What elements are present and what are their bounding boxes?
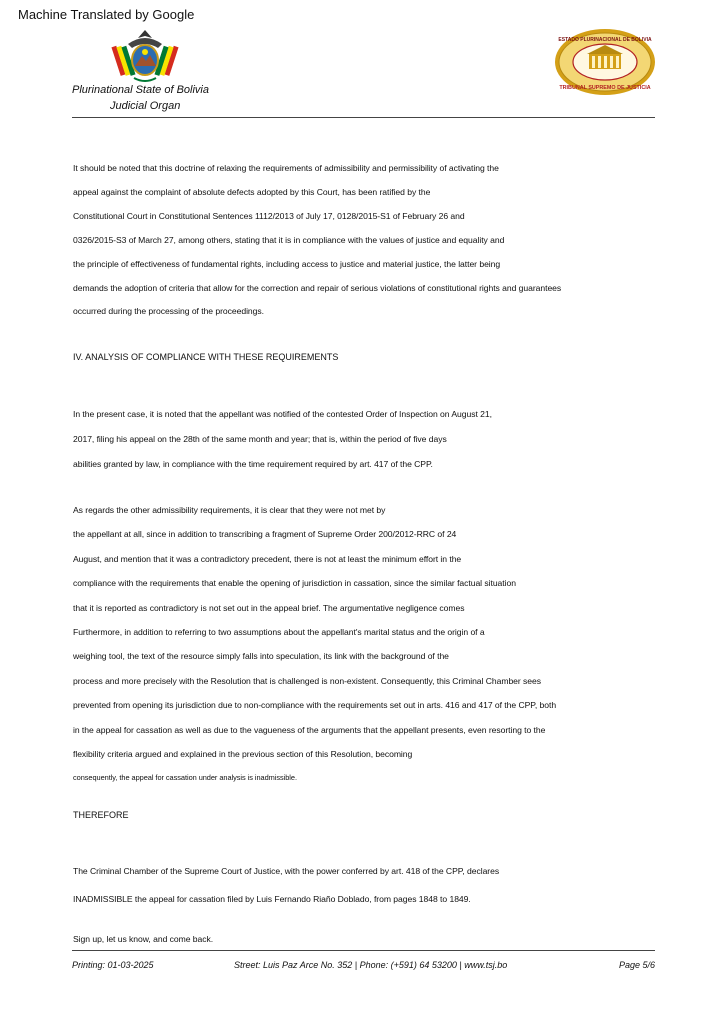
text-line: 0326/2015-S3 of March 27, among others, stating that it is in compliance with the values of justice and equality and <box>73 234 505 245</box>
text-line: flexibility criteria argued and explained in the previous section of this Resolution, becoming <box>73 749 413 760</box>
text-line: The Criminal Chamber of the Supreme Court of Justice, with the power conferred by art. 418 of the CPP, declares <box>73 866 500 876</box>
footer-divider <box>72 950 655 951</box>
header-organ-name: Judicial Organ <box>110 100 181 112</box>
text-line: demands the adoption of criteria that allow for the correction and repair of serious violations of constitutional rights and guarantees <box>73 282 562 293</box>
paragraph-timeliness <box>73 402 658 477</box>
therefore-heading: THEREFORE <box>73 810 129 820</box>
text-line: In the present case, it is noted that the appellant was notified of the contested Order of Inspection on August 21, <box>73 409 492 419</box>
text-line: occurred during the processing of the proceedings. <box>73 306 264 317</box>
section-iv-heading: IV. ANALYSIS OF COMPLIANCE WITH THESE REQUIREMENTS <box>73 352 339 362</box>
text-line: Sign up, let us know, and come back. <box>73 934 214 944</box>
text-line: that it is reported as contradictory is not set out in the appeal brief. The argumentative negligence comes <box>73 602 465 613</box>
footer-printing-date: Printing: 01-03-2025 <box>72 960 154 970</box>
seal-bottom-text: TRIBUNAL SUPREMO DE JUSTICIA <box>559 85 651 91</box>
text-line: compliance with the requirements that enable the opening of jurisdiction in cassation, since the similar factual situation <box>73 578 516 589</box>
paragraph-doctrine <box>73 157 658 324</box>
machine-translated-banner: Machine Translated by Google <box>18 7 195 22</box>
paragraph-resolution <box>73 857 658 913</box>
supreme-court-seal-logo <box>553 27 657 97</box>
bolivia-coat-of-arms-logo <box>110 28 180 84</box>
text-line: 2017, filing his appeal on the 28th of the same month and year; that is, within the period of five days <box>73 434 447 444</box>
text-line: abilities granted by law, in compliance with the time requirement required by art. 417 of the CPP. <box>73 459 433 469</box>
text-line: It should be noted that this doctrine of relaxing the requirements of admissibility and permissibility of activating the <box>73 163 499 173</box>
header-state-name: Plurinational State of Bolivia <box>72 84 209 96</box>
header-institution <box>72 82 209 114</box>
text-line: the appellant at all, since in addition to transcribing a fragment of Supreme Order 200/2012-RRC of 24 <box>73 529 457 540</box>
header-divider <box>72 117 655 118</box>
text-line: INADMISSIBLE the appeal for cassation filed by Luis Fernando Riaño Doblado, from pages 1848 to 1849. <box>73 894 471 904</box>
text-line: process and more precisely with the Resolution that is challenged is non-existent. Consequently, this Criminal Chamber sees <box>73 675 542 686</box>
text-line: As regards the other admissibility requirements, it is clear that they were not met by <box>73 505 386 515</box>
text-line: prevented from opening its jurisdiction due to non-compliance with the requirements set out in arts. 416 and 417 of the CPP, both <box>73 700 557 711</box>
text-line: in the appeal for cassation as well as due to the vagueness of the arguments that the appellant presents, even resorting to the <box>73 724 546 735</box>
text-line: Furthermore, in addition to referring to two assumptions about the appellant's marital status and the origin of a <box>73 627 485 638</box>
text-line: consequently, the appeal for cassation under analysis is inadmissible. <box>73 773 297 783</box>
paragraph-admissibility <box>73 498 658 791</box>
text-line: weighing tool, the text of the resource simply falls into speculation, its link with the background of the <box>73 651 449 662</box>
seal-top-text: ESTADO PLURINACIONAL DE BOLIVIA <box>558 37 652 43</box>
footer-page-number: Page 5/6 <box>618 960 655 970</box>
footer-address: Street: Luis Paz Arce No. 352 | Phone: (+591) 64 53200 | www.tsj.bo <box>234 960 508 970</box>
text-line: appeal against the complaint of absolute defects adopted by this Court, has been ratified by the <box>73 186 431 197</box>
text-line: the principle of effectiveness of fundamental rights, including access to justice and material justice, the latter being <box>73 258 501 269</box>
text-line: Constitutional Court in Constitutional Sentences 1112/2013 of July 17, 0128/2015-S1 of February 26 and <box>73 210 465 221</box>
closing-line <box>73 932 658 946</box>
text-line: August, and mention that it was a contradictory precedent, there is not at least the minimum effort in the <box>73 553 462 564</box>
